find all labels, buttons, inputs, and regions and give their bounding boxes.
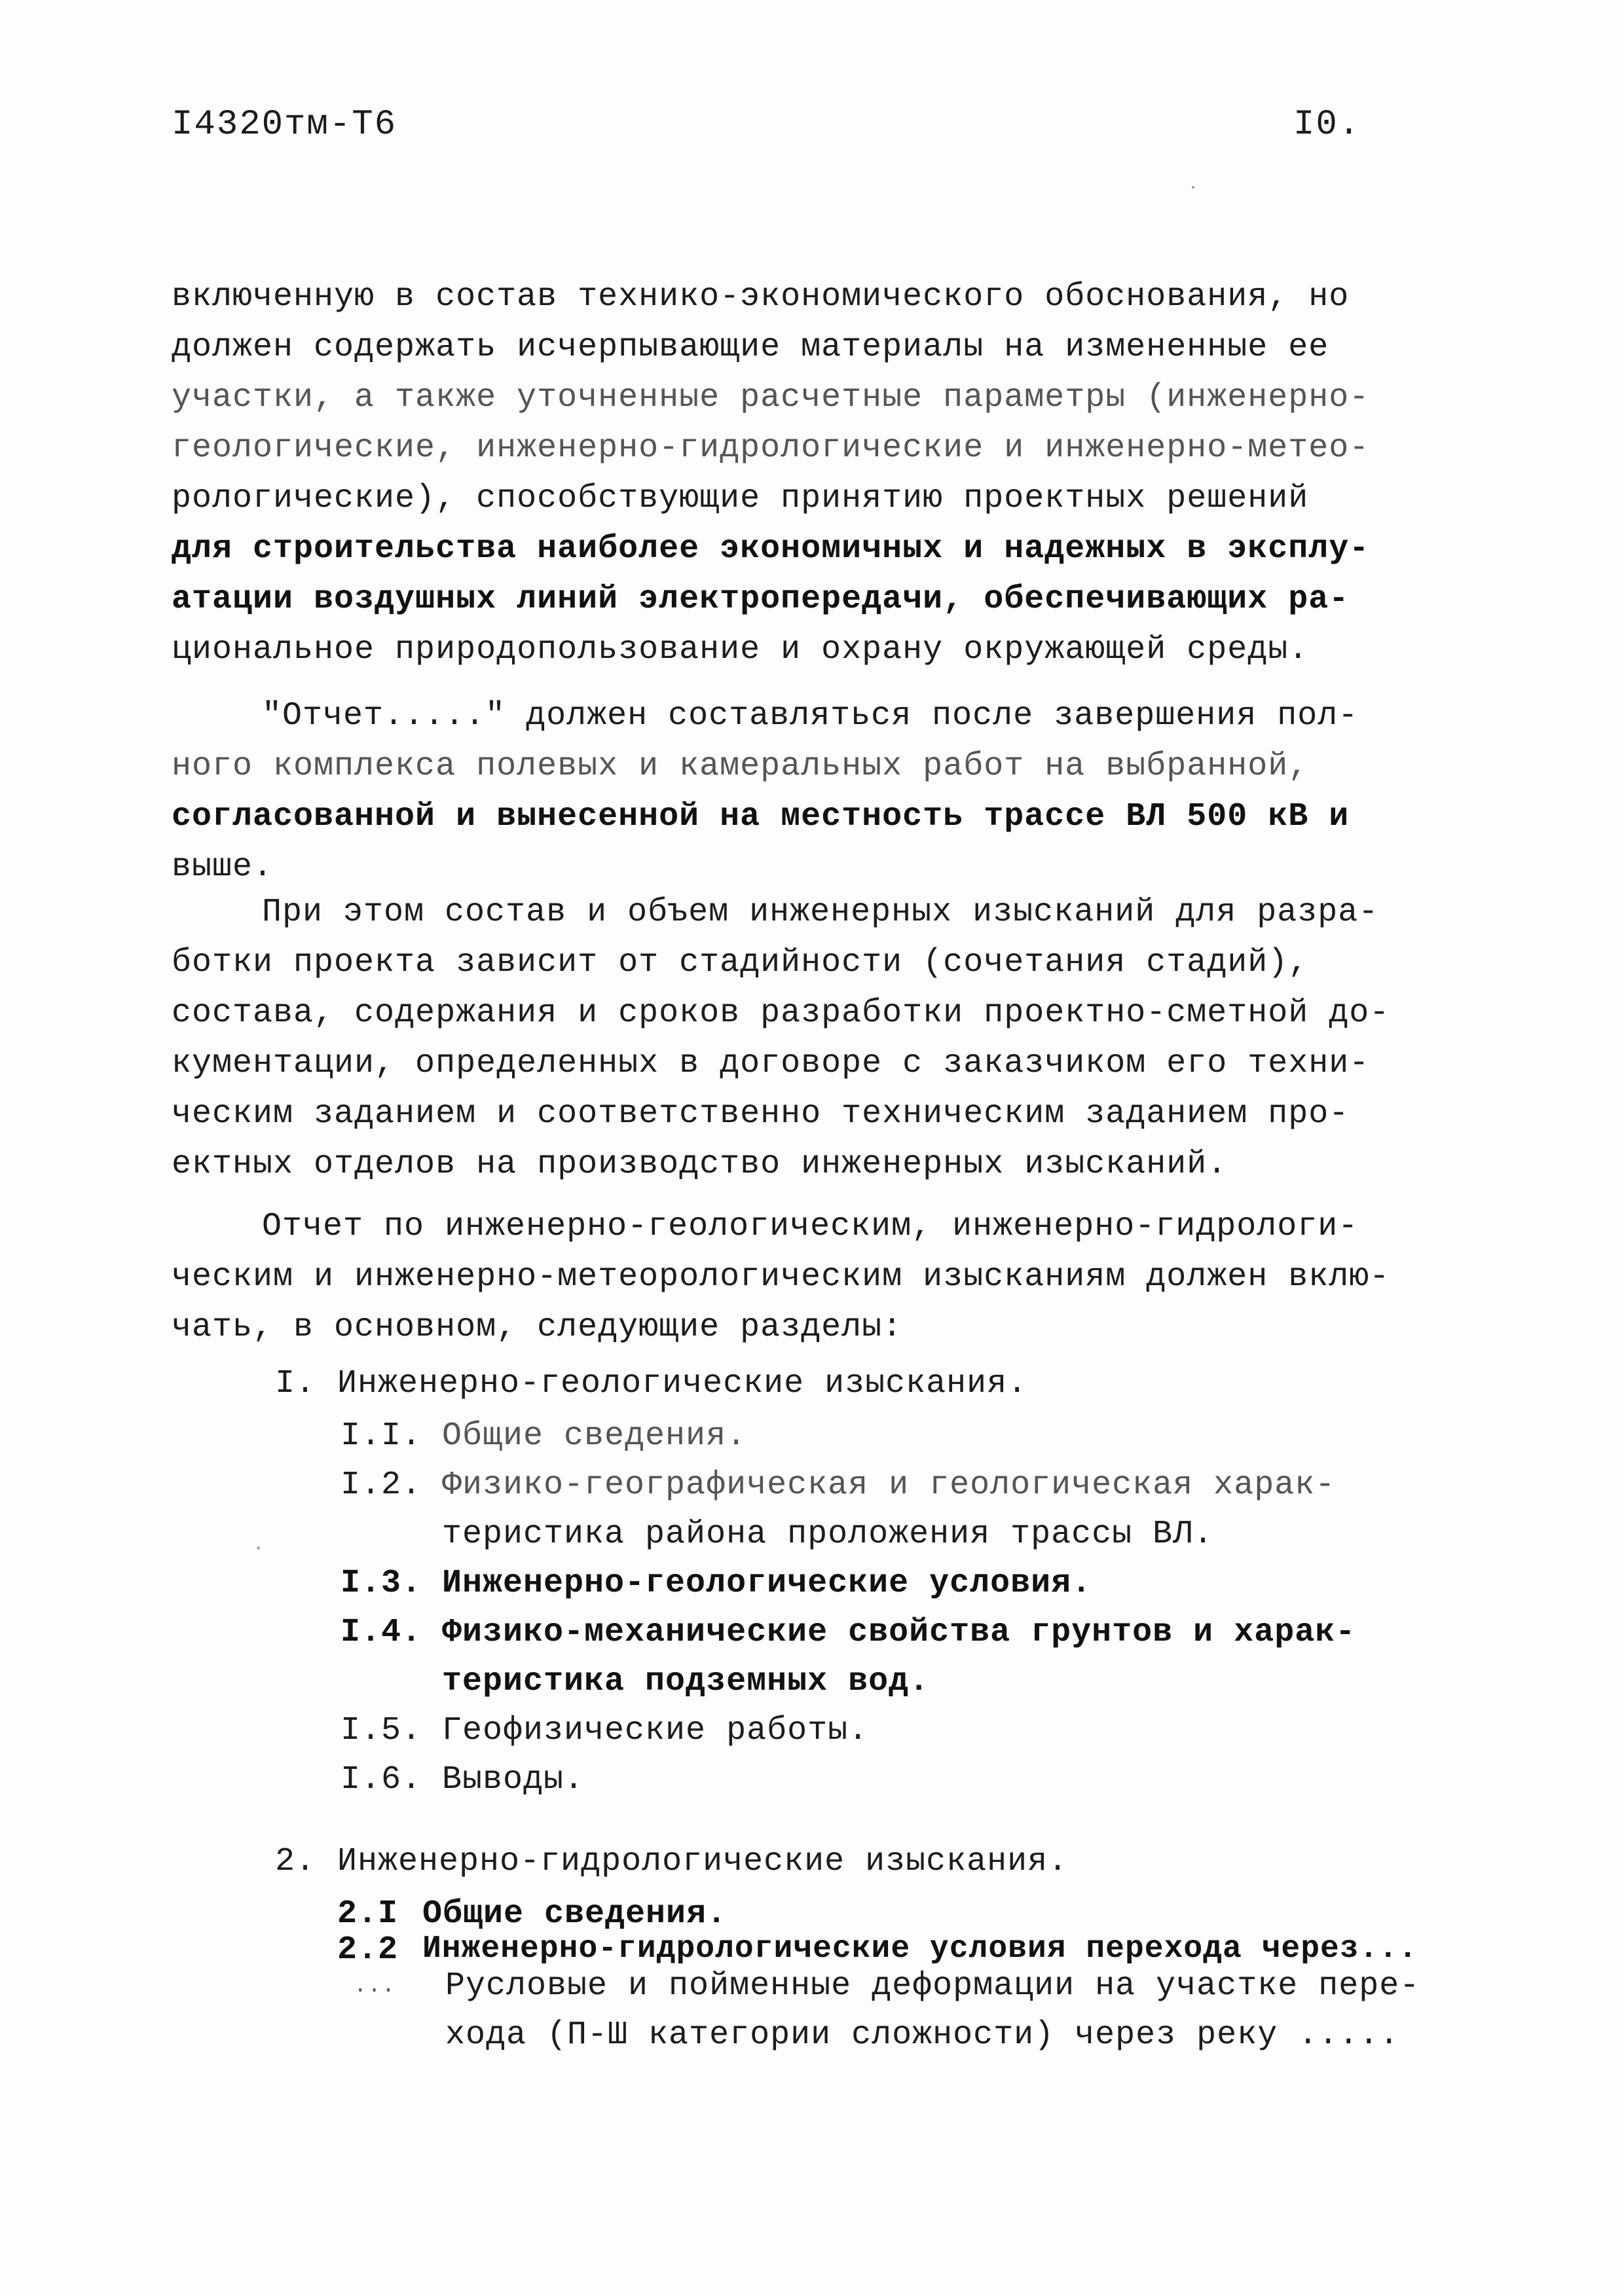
toc-item-text: Инженерно-гидрологические условия перехода через...: [422, 1931, 1418, 1967]
paragraph1-line: для строительства наиболее экономичных и надежных в эксплу-: [172, 530, 1370, 568]
toc-item-text: теристика района проложения трассы ВЛ.: [442, 1516, 1214, 1553]
toc-item-text: Общие сведения.: [422, 1895, 728, 1933]
paragraph4-line: Отчет по инженерно-геологическим, инженерно-гидрологи-: [262, 1208, 1359, 1245]
toc-item-text: теристика подземных вод.: [442, 1663, 930, 1700]
section1-number: I.: [275, 1365, 316, 1402]
paragraph4-line: ческим и инженерно-метеорологическим изысканиям должен вклю-: [172, 1258, 1390, 1296]
paragraph3-line: состава, содержания и сроков разработки проектно-сметной до-: [172, 994, 1390, 1032]
paragraph2-line: ного комплекса полевых и камеральных работ на выбранной,: [172, 748, 1309, 785]
toc-item-text: хода (П-Ш категории сложности) через реку .....: [445, 2016, 1400, 2054]
section1-title: Инженерно-геологические изыскания.: [337, 1365, 1028, 1402]
paragraph3-line: ческим заданием и соответственно техническим заданием про-: [172, 1095, 1350, 1133]
toc-item-number: I.I.: [341, 1417, 422, 1455]
toc-item-text: Русловые и пойменные деформации на участке пере-: [445, 1967, 1420, 2005]
section2-number: 2.: [275, 1843, 316, 1880]
toc-item-text: Физико-географическая и геологическая харак-: [442, 1467, 1336, 1504]
paragraph3-line: ектных отделов на производство инженерных изысканий.: [172, 1146, 1228, 1183]
toc-item-number: I.2.: [341, 1467, 422, 1504]
paragraph2-line: выше.: [172, 848, 274, 886]
paragraph4-line: чать, в основном, следующие разделы:: [172, 1309, 903, 1346]
paragraph1-line: циональное природопользование и охрану окружающей среды.: [172, 631, 1309, 668]
section2-title: Инженерно-гидрологические изыскания.: [337, 1843, 1069, 1880]
stray-mark: [257, 1546, 260, 1550]
document-code: I4320тм-Т6: [172, 105, 397, 145]
paragraph1-line: геологические, инженерно-гидрологические и инженерно-метео-: [172, 429, 1370, 467]
toc-item-text: Физико-механические свойства грунтов и харак-: [442, 1614, 1356, 1651]
page-number: I0.: [1293, 105, 1361, 145]
paragraph1-line: включенную в состав технико-экономического обоснования, но: [172, 278, 1350, 316]
toc-item-number: ...: [354, 1974, 396, 1999]
paragraph2-line: согласованной и вынесенной на местность трассе ВЛ 500 кВ и: [172, 798, 1350, 835]
toc-item-text: Геофизические работы.: [442, 1712, 869, 1749]
toc-item-number: 2.I: [337, 1895, 399, 1933]
paragraph1-line: рологические), способствующие принятию проектных решений: [172, 480, 1309, 517]
paragraph1-line: атации воздушных линий электропередачи, обеспечивающих ра-: [172, 581, 1350, 618]
paragraph3-line: ботки проекта зависит от стадийности (сочетания стадий),: [172, 944, 1309, 981]
toc-item-text: Выводы.: [442, 1761, 585, 1798]
toc-item-number: I.5.: [341, 1712, 422, 1749]
paragraph3-line: При этом состав и объем инженерных изысканий для разра-: [262, 894, 1379, 931]
paragraph1-line: участки, а также уточненные расчетные параметры (инженерно-: [172, 379, 1370, 416]
toc-item-number: I.6.: [341, 1761, 422, 1798]
toc-item-text: Инженерно-геологические условия.: [442, 1565, 1092, 1602]
toc-item-number: I.4.: [341, 1614, 422, 1651]
paragraph3-line: кументации, определенных в договоре с заказчиком его техни-: [172, 1045, 1370, 1082]
toc-item-number: I.3.: [341, 1565, 422, 1602]
paragraph1-line: должен содержать исчерпывающие материалы на измененные ее: [172, 329, 1329, 366]
toc-item-number: 2.2: [337, 1931, 399, 1969]
stray-mark: [1192, 186, 1194, 189]
toc-item-text: Общие сведения.: [442, 1417, 747, 1455]
paragraph2-line: "Отчет....." должен составляться после завершения пол-: [262, 697, 1359, 735]
